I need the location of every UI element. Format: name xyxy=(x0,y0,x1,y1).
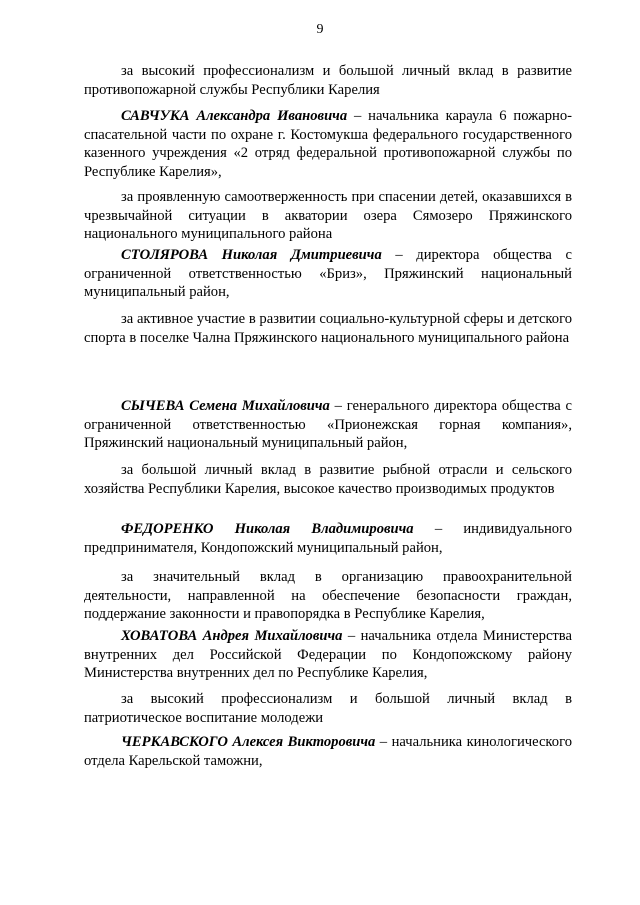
person-name: ХОВАТОВА Андрея Михайловича xyxy=(121,628,343,644)
person-text xyxy=(84,397,572,453)
person-name: ФЕДОРЕНКО Николая Владимировича xyxy=(121,521,414,537)
person-paragraph xyxy=(84,733,572,770)
person-paragraph xyxy=(84,520,572,557)
reason-paragraph xyxy=(84,568,572,624)
person-name: СЫЧЕВА Семена Михайловича xyxy=(121,398,330,414)
reason-text: за большой личный вклад в развитие рыбной отрасли и сельского хозяйства Республики Карелия, высокое качество производимых продуктов xyxy=(84,462,572,497)
reason-text: за проявленную самоотверженность при спасении детей, оказавшихся в чрезвычайной ситуации в акватории озера Сямозеро Пряжинского национального муниципального района xyxy=(84,189,572,243)
person-position: – индивидуального предпринимателя, Кондопожский муниципальный район, xyxy=(84,521,573,556)
person-text xyxy=(84,246,572,302)
person-paragraph xyxy=(84,107,572,181)
reason-text: за активное участие в развитии социально-культурной сферы и детского спорта в поселке Чална Пряжинского национального муниципального района xyxy=(84,311,572,346)
person-position: – директора общества с ограниченной ответственностью «Бриз», Пряжинский национальный муниципальный район, xyxy=(84,247,572,301)
person-position: – начальника караула 6 пожарно-спасательной части по охране г. Костомукша федерального государственного казенного учреждения «2 отряд федеральной противопожарной службы по Республике Карелия», xyxy=(84,108,572,180)
reason-paragraph xyxy=(84,62,572,99)
person-text xyxy=(84,733,572,770)
reason-paragraph xyxy=(84,188,572,244)
person-paragraph xyxy=(84,627,572,683)
person-paragraph xyxy=(84,397,572,453)
person-paragraph xyxy=(84,246,572,302)
person-text xyxy=(84,627,572,683)
person-text xyxy=(84,107,572,181)
person-name: СТОЛЯРОВА Николая Дмитриевича xyxy=(121,247,382,263)
reason-paragraph xyxy=(84,461,572,498)
reason-paragraph xyxy=(84,690,572,727)
reason-paragraph xyxy=(84,310,572,347)
person-name: САВЧУКА Александра Ивановича xyxy=(121,108,348,124)
person-position: – начальника кинологического отдела Карельской таможни, xyxy=(84,734,572,769)
reason-text: за высокий профессионализм и большой личный вклад в патриотическое воспитание молодежи xyxy=(84,691,572,726)
person-position: – генерального директора общества с ограниченной ответственностью «Прионежская горная компания», Пряжинский национальный муниципальный район, xyxy=(84,398,572,452)
reason-text: за высокий профессионализм и большой личный вклад в развитие противопожарной службы Республики Карелия xyxy=(84,63,572,98)
person-name: ЧЕРКАВСКОГО Алексея Викторовича xyxy=(121,734,376,750)
reason-text: за значительный вклад в организацию правоохранительной деятельности, направленной на обеспечение безопасности граждан, поддержание законности и правопорядка в Республике Карелия, xyxy=(84,569,572,623)
person-text xyxy=(84,520,572,557)
person-position: – начальника отдела Министерства внутренних дел Российской Федерации по Кондопожскому району Министерства внутренних дел по Республике Карелия, xyxy=(84,628,572,682)
page-number: 9 xyxy=(316,22,324,37)
